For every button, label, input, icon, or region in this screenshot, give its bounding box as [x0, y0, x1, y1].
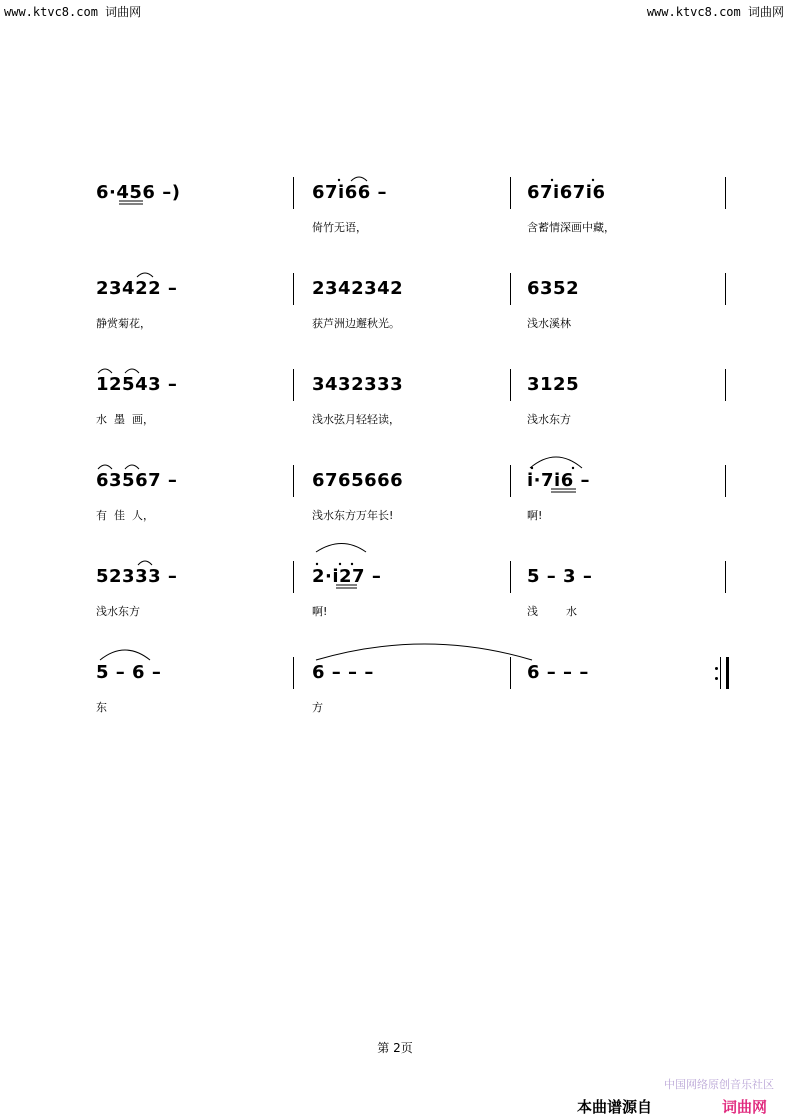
measure-notes: 6352 — [527, 278, 580, 299]
bar-line — [725, 369, 726, 401]
measure-notes: 67i66 – — [312, 182, 388, 203]
slur-arc — [316, 544, 366, 553]
header-left — [4, 3, 141, 20]
bar-line — [510, 465, 511, 497]
measure-notes: 5 – 6 – — [96, 662, 162, 683]
lyric: 静赏菊花， — [96, 317, 151, 330]
score-row-4 — [0, 463, 790, 533]
bar-line — [293, 273, 294, 305]
bar-line — [725, 465, 726, 497]
lyric: 获芦洲边邂秋光。 — [312, 317, 400, 330]
score-row-2 — [0, 271, 790, 341]
lyric: 浅水东方 — [96, 605, 140, 618]
measure-notes: 12543 – — [96, 374, 178, 395]
lyric: 浅水弦月轻轻读， — [312, 413, 400, 426]
measure-notes: 2342342 — [312, 278, 404, 299]
header-right-site: 词曲网 — [747, 5, 784, 19]
measure-notes: 6765666 — [312, 470, 404, 491]
page-number: 第 2页 — [377, 1041, 413, 1055]
lyric: 有 佳 人， — [96, 509, 154, 522]
header-right — [647, 3, 784, 20]
lyric: 浅 水 — [527, 605, 577, 618]
bar-line — [293, 465, 294, 497]
lyric: 倚竹无语， — [312, 221, 367, 234]
lyric: 啊! — [312, 605, 328, 618]
measure-notes: 6·456 –) — [96, 182, 181, 203]
measure-notes: 63567 – — [96, 470, 178, 491]
header-left-site: 词曲网 — [105, 5, 142, 19]
header-right-url[interactable]: www.ktvc8.com — [646, 5, 741, 19]
footer-watermark: 中国网络原创音乐社区 — [664, 1078, 774, 1091]
final-barline-thin — [720, 657, 721, 689]
lyric: 方 — [312, 701, 323, 714]
measure-notes: 3432333 — [312, 374, 404, 395]
bar-line — [510, 561, 511, 593]
bar-line — [510, 369, 511, 401]
bar-line — [293, 177, 294, 209]
measure-notes: 2·i27 – — [312, 566, 382, 587]
score-row-3 — [0, 367, 790, 437]
lyric: 浅水溪林 — [527, 317, 571, 330]
measure-notes: 3125 — [527, 374, 580, 395]
bar-line — [725, 561, 726, 593]
bar-line — [293, 369, 294, 401]
measure-notes: 6 – – – — [527, 662, 589, 683]
bar-line — [293, 561, 294, 593]
lyric: 水 墨 画， — [96, 413, 154, 426]
footer-logo[interactable]: 词曲网 — [722, 1098, 768, 1116]
bar-line — [510, 273, 511, 305]
measure-notes: 6 – – – — [312, 662, 374, 683]
footer-source: 本曲谱源自 — [577, 1098, 653, 1116]
measure-notes: i·7i6 – — [527, 470, 590, 491]
final-barline-thick — [726, 657, 729, 689]
bar-line — [510, 177, 511, 209]
lyric: 东 — [96, 701, 107, 714]
header-left-url[interactable]: www.ktvc8.com — [4, 5, 98, 19]
score-row-5 — [0, 559, 790, 629]
bar-line — [725, 177, 726, 209]
repeat-dot — [715, 677, 718, 680]
repeat-dot — [715, 667, 718, 670]
bar-line — [293, 657, 294, 689]
measure-notes: 5 – 3 – — [527, 566, 593, 587]
measure-notes: 23422 – — [96, 278, 178, 299]
bar-line — [510, 657, 511, 689]
score-row-6 — [0, 655, 790, 725]
measure-notes: 52333 – — [96, 566, 178, 587]
lyric: 浅水东方万年长! — [312, 509, 394, 522]
bar-line — [725, 273, 726, 305]
lyric: 含蓄情深画中藏， — [527, 221, 615, 234]
score-row-1 — [0, 175, 790, 245]
lyric: 啊! — [527, 509, 543, 522]
lyric: 浅水东方 — [527, 413, 571, 426]
measure-notes: 67i67i6 — [527, 182, 606, 203]
